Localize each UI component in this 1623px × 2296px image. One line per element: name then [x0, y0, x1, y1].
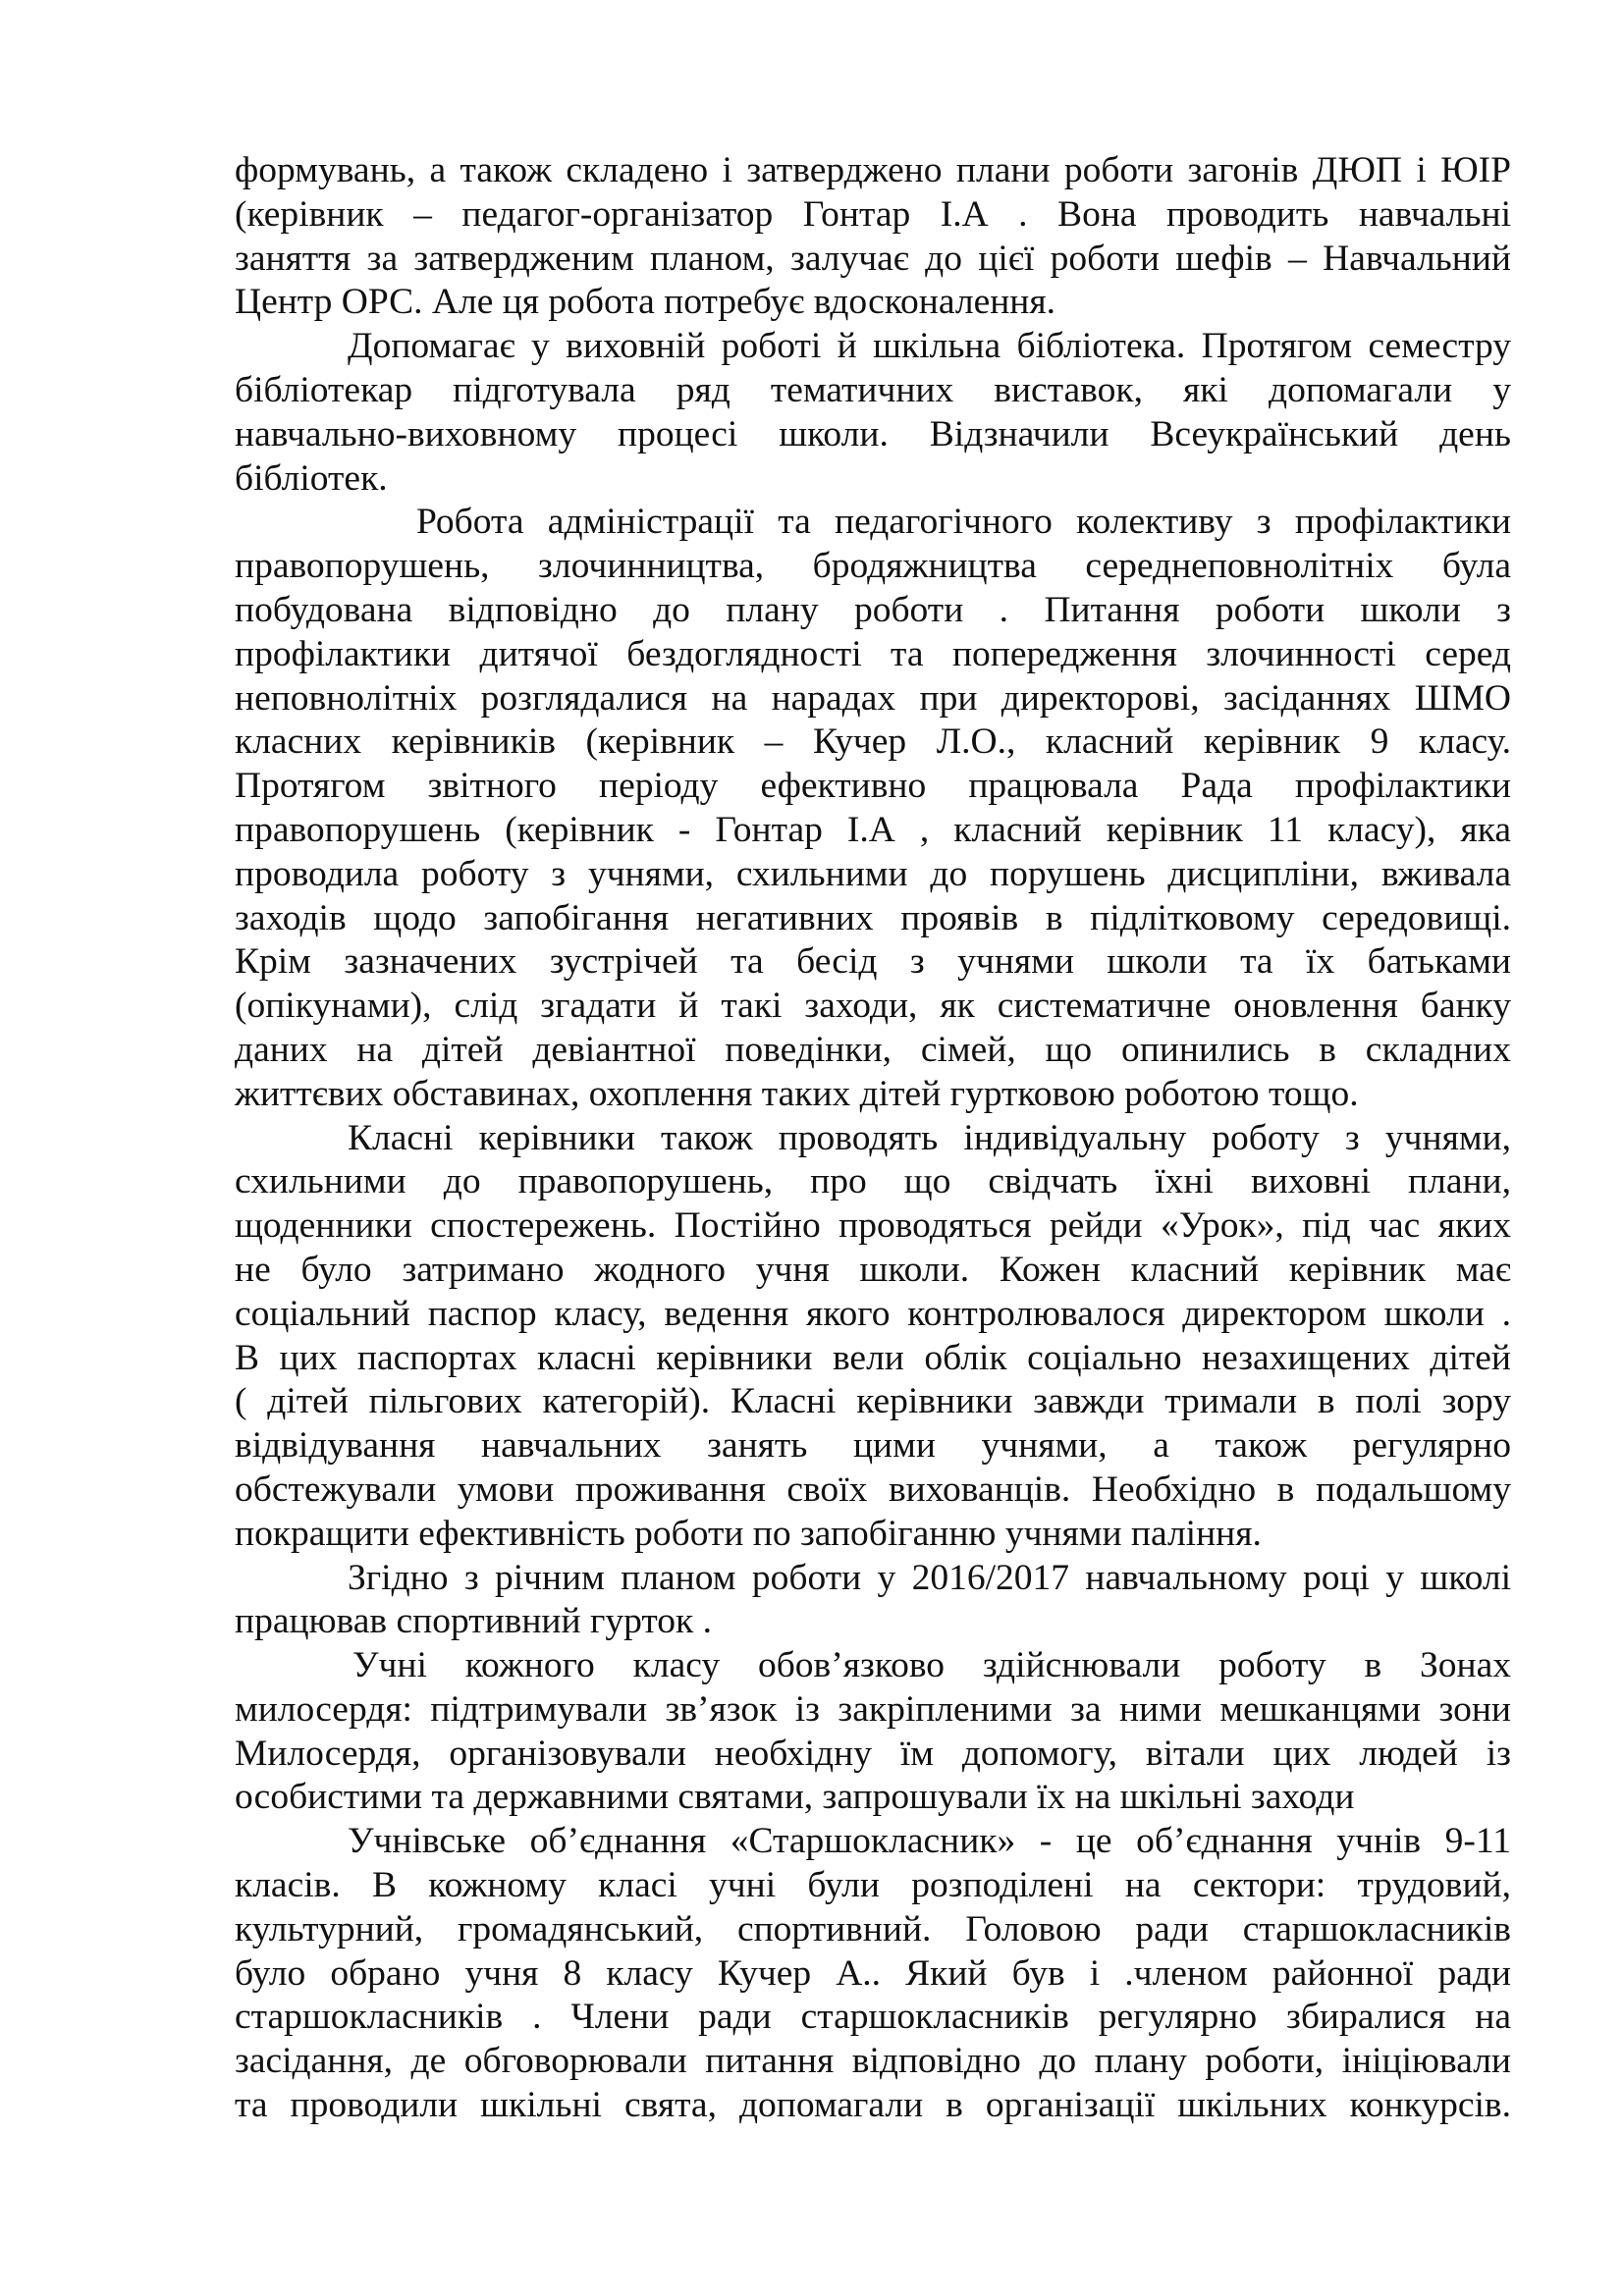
text-line: Крім зазначених зустрічей та бесід з учнями школи та їх батьками	[235, 941, 1511, 983]
text-line: щоденники спостережень. Постійно проводяться рейди «Урок», під час яких	[235, 1205, 1511, 1247]
text-line: В цих паспортах класні керівники вели облік соціально незахищених дітей	[235, 1337, 1511, 1378]
text-line: працював спортивний гурток .	[235, 1601, 712, 1642]
text-line: побудована відповідно до плану роботи . Питання роботи школи з	[235, 589, 1511, 630]
text-line: Милосердя, організовували необхідну їм допомогу, вітали цих людей із	[235, 1733, 1511, 1774]
text-line: Згідно з річним планом роботи у 2016/2017 навчальному році у школі	[348, 1557, 1511, 1598]
text-line: покращити ефективність роботи по запобіганню учнями паління.	[235, 1513, 1262, 1554]
text-line: проводила роботу з учнями, схильними до порушень дисципліни, вживала	[235, 853, 1511, 894]
text-line: засідання, де обговорювали питання відповідно до плану роботи, ініціювали	[235, 2041, 1511, 2082]
text-line: правопорушень, злочинництва, бродяжництва середнеповнолітніх була	[235, 546, 1511, 587]
text-line: обстежували умови проживання своїх вихованців. Необхідно в подальшому	[235, 1468, 1511, 1510]
text-line: (опікунами), слід згадати й такі заходи, як систематичне оновлення банку	[235, 986, 1511, 1027]
text-line: Допомагає у виховній роботі й шкільна бібліотека. Протягом семестру	[348, 326, 1511, 367]
text-line: старшокласників . Члени ради старшокласників регулярно збиралися на	[235, 1997, 1511, 2038]
document-page	[235, 149, 1511, 2128]
text-line: Робота адміністрації та педагогічного колективу з профілактики	[416, 502, 1511, 543]
text-line: бібліотек.	[235, 457, 388, 499]
text-line: Учні кожного класу обов’язково здійснювали роботу в Зонах	[352, 1645, 1511, 1686]
text-line: особистими та державними святами, запрошували їх на шкільні заходи	[235, 1777, 1355, 1818]
text-line: Протягом звітного періоду ефективно працювала Рада профілактики	[235, 766, 1511, 807]
text-line: культурний, громадянський, спортивний. Головою ради старшокласників	[235, 1908, 1511, 1949]
text-line: заняття за затвердженим планом, залучає до цієї роботи шефів – Навчальний	[235, 238, 1511, 279]
text-line: класних керівників (керівник – Кучер Л.О., класний керівник 9 класу.	[235, 721, 1511, 763]
text-line: неповнолітніх розглядалися на нарадах при директорові, засіданнях ШМО	[235, 677, 1511, 719]
text-line: було обрано учня 8 класу Кучер А.. Який був і .членом районної ради	[235, 1952, 1511, 1994]
text-line: профілактики дитячої бездоглядності та попередження злочинності серед	[235, 633, 1511, 674]
text-line: ( дітей пільгових категорій). Класні керівники завжди тримали в полі зору	[235, 1381, 1511, 1422]
text-line: (керівник – педагог-організатор Гонтар І.А . Вона проводить навчальні	[235, 193, 1511, 235]
text-line: заходів щодо запобігання негативних проявів в підлітковому середовищі.	[235, 897, 1511, 938]
document-body	[235, 149, 1511, 2128]
text-line: навчально-виховному процесі школи. Відзначили Всеукраїнський день	[235, 413, 1511, 454]
text-line: соціальний паспор класу, ведення якого контролювалося директором школи .	[235, 1293, 1511, 1334]
text-line: та проводили шкільні свята, допомагали в організації шкільних конкурсів.	[235, 2085, 1511, 2126]
text-line: бібліотекар підготувала ряд тематичних виставок, які допомагали у	[235, 369, 1511, 410]
text-line: відвідування навчальних занять цими учнями, а також регулярно	[235, 1425, 1511, 1467]
text-line: даних на дітей девіантної поведінки, сімей, що опинились в складних	[235, 1029, 1511, 1070]
text-line: Учнівське об’єднання «Старшокласник» - це об’єднання учнів 9-11	[348, 1821, 1511, 1862]
text-line: Класні керівники також проводять індивідуальну роботу з учнями,	[348, 1117, 1511, 1158]
text-line: формувань, а також складено і затверджено плани роботи загонів ДЮП і ЮІР	[235, 150, 1511, 190]
text-line: класів. В кожному класі учні були розподілені на сектори: трудовий,	[235, 1865, 1511, 1906]
text-line: не було затримано жодного учня школи. Кожен класний керівник має	[235, 1249, 1511, 1290]
text-line: Центр ОРС. Але ця робота потребує вдосконалення.	[235, 282, 1055, 323]
text-line: життєвих обставинах, охоплення таких дітей гуртковою роботою тощо.	[235, 1073, 1359, 1114]
text-line: правопорушень (керівник - Гонтар І.А , класний керівник 11 класу), яка	[235, 809, 1511, 850]
text-line: схильними до правопорушень, про що свідчать їхні виховні плани,	[235, 1161, 1511, 1202]
text-line: милосердя: підтримували зв’язок із закріпленими за ними мешканцями зони	[235, 1688, 1511, 1730]
